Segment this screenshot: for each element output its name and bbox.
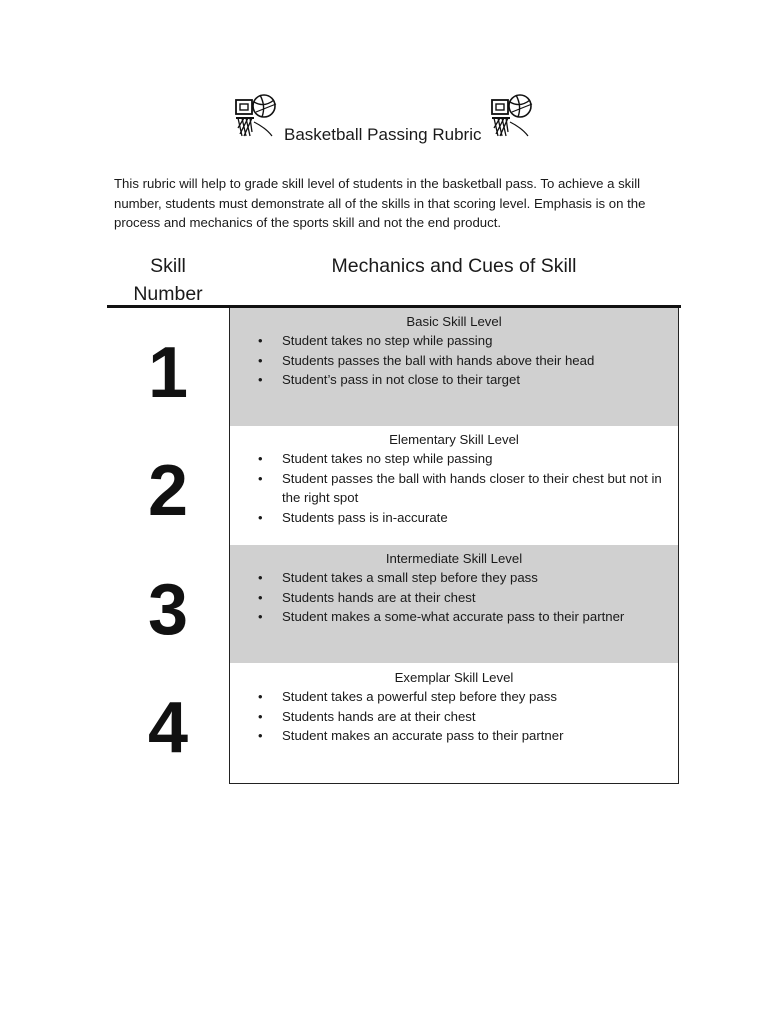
cue-list bbox=[230, 687, 678, 746]
list-item: • Students pass is in-accurate bbox=[230, 508, 678, 528]
document-title: Basketball Passing Rubric bbox=[284, 125, 482, 144]
level-title: Basic Skill Level bbox=[406, 314, 502, 329]
level-row-elementary bbox=[230, 426, 678, 544]
cue-list bbox=[230, 449, 678, 527]
list-item: • Student takes a powerful step before they pass bbox=[230, 687, 678, 707]
list-item: • Student makes a some-what accurate pass to their partner bbox=[230, 607, 678, 627]
skill-header-line1: Skill bbox=[150, 255, 186, 277]
basketball-hoop-icon bbox=[488, 92, 538, 142]
bullet-icon: • bbox=[258, 451, 263, 466]
mechanics-column bbox=[229, 308, 679, 784]
level-row-exemplar bbox=[230, 664, 678, 782]
skill-number-1: 1 bbox=[147, 333, 189, 413]
level-title: Elementary Skill Level bbox=[389, 432, 519, 447]
bullet-icon: • bbox=[258, 372, 263, 387]
bullet-icon: • bbox=[258, 609, 263, 624]
list-item: • Student makes an accurate pass to their partner bbox=[230, 726, 678, 746]
bullet-icon: • bbox=[258, 728, 263, 743]
list-item: • Student’s pass in not close to their target bbox=[230, 370, 678, 390]
list-item: • Student takes a small step before they pass bbox=[230, 568, 678, 588]
list-item: • Students hands are at their chest bbox=[230, 588, 678, 608]
basketball-hoop-icon bbox=[232, 92, 282, 142]
skill-header-line2: Number bbox=[133, 283, 203, 305]
list-item: • Students passes the ball with hands above their head bbox=[230, 351, 678, 371]
list-item: • Student passes the ball with hands closer to their chest but not in the right spot bbox=[258, 470, 662, 505]
skill-number-4: 4 bbox=[147, 688, 189, 768]
bullet-icon: • bbox=[258, 689, 263, 704]
bullet-icon: • bbox=[258, 589, 263, 605]
bullet-icon: • bbox=[258, 570, 263, 585]
list-item: • Students hands are at their chest bbox=[230, 707, 678, 727]
level-title: Exemplar Skill Level bbox=[394, 670, 514, 685]
level-title: Intermediate Skill Level bbox=[385, 551, 523, 566]
skill-number-2: 2 bbox=[147, 451, 189, 531]
cue-list bbox=[230, 568, 678, 627]
bullet-icon: • bbox=[258, 333, 263, 348]
level-row-intermediate bbox=[230, 545, 678, 663]
bullet-icon: • bbox=[258, 509, 263, 525]
cue-list bbox=[230, 331, 678, 390]
title-row bbox=[230, 92, 550, 148]
skill-number-header bbox=[108, 252, 228, 308]
skill-number-3: 3 bbox=[147, 570, 189, 650]
list-item: • Student takes no step while passing bbox=[230, 331, 678, 351]
level-row-basic bbox=[230, 308, 678, 426]
intro-paragraph: This rubric will help to grade skill level of students in the basketball pass. To achieve a skill number, students must demonstrate all of the skills in that scoring level. Emphasis is on the process and mechanics of the sports skill and not the end product. bbox=[114, 176, 646, 230]
bullet-icon: • bbox=[258, 708, 263, 724]
bullet-icon: • bbox=[258, 352, 263, 368]
list-item: • Student takes no step while passing bbox=[230, 449, 678, 469]
bullet-icon: • bbox=[258, 470, 263, 486]
mechanics-header: Mechanics and Cues of Skill bbox=[331, 255, 577, 277]
